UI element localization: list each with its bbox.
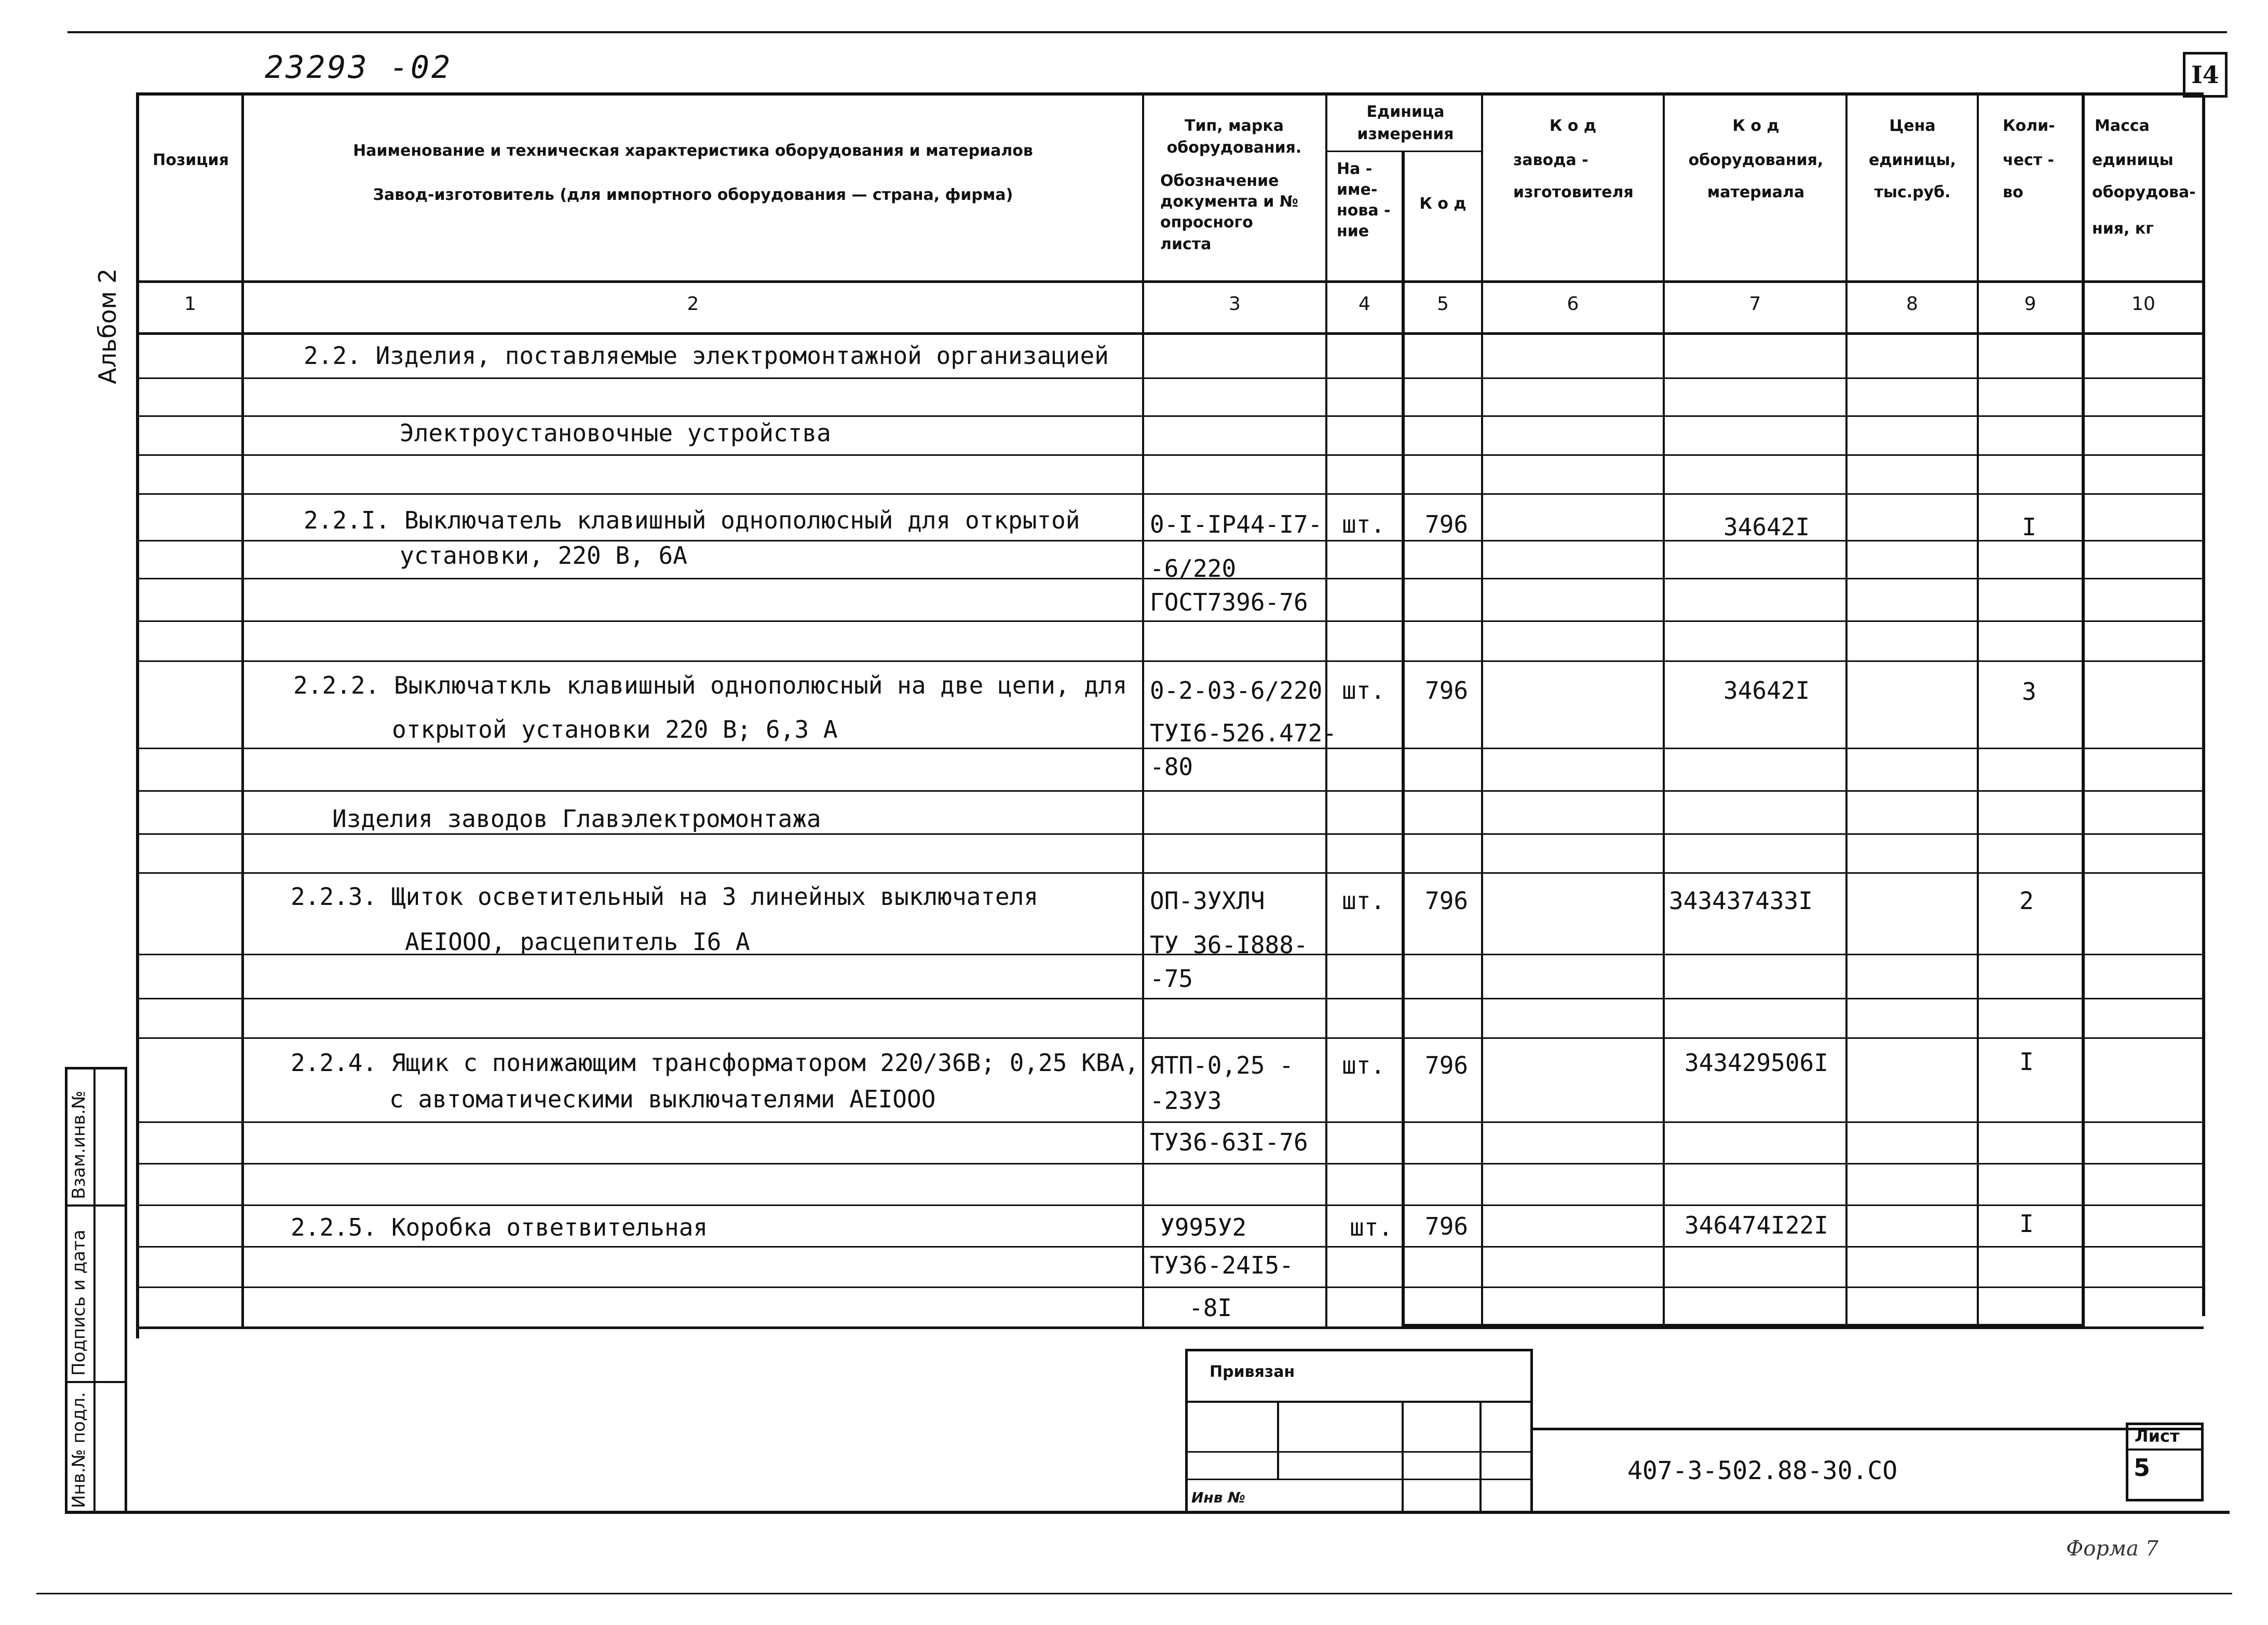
item-type-line1: У995У2 [1160,1213,1247,1241]
col-divider-3 [1325,92,1327,1328]
header-type-line2: оборудования. [1166,139,1302,157]
column-number: 9 [2024,293,2036,315]
inventory-number: 23293 -02 [265,49,453,86]
column-number: 3 [1229,293,1241,315]
header-factory-code-line3: изготовителя [1513,183,1634,201]
item-equipment-code: 34642I [1723,513,1810,541]
item-unit-code: 796 [1425,1051,1469,1079]
inventory-label: Инв № [1191,1489,1245,1506]
item-type-line3: ГОСТ7396-76 [1150,588,1308,616]
item-name-line2: с автоматическими выключателями АЕIООО [389,1085,936,1113]
column-number: 8 [1906,293,1918,315]
header-price-line2: единицы, [1868,151,1957,169]
bound-label: Привязан [1210,1363,1295,1381]
row-line [138,454,2204,456]
item-name-line1: 2.2.4. Ящик с понижающим трансформатором 220/36В; 0,25 КВА, [291,1049,1139,1077]
title-block-top [1533,1428,2204,1430]
sheet-label: Лист [2135,1426,2180,1446]
item-unit-code: 796 [1425,887,1469,915]
header-unit-name-line4: ние [1337,222,1369,240]
item-type-line2: -6/220 [1150,554,1237,583]
column-number: 1 [184,293,196,315]
row-line [138,1287,2204,1288]
top-rule [67,31,2227,33]
item-quantity: 3 [2022,678,2036,706]
side-stamp-inner-line [93,1067,96,1512]
column-number: 5 [1437,293,1449,315]
item-unit: шт. [1342,510,1386,538]
row-line [138,1204,2204,1206]
header-equipment-code-line1: К о д [1732,117,1780,135]
project-code: 407-3-502.88-30.CO [1627,1456,1898,1485]
item-unit-code: 796 [1425,676,1469,705]
header-qty-line3: во [2003,183,2023,201]
item-name-line1: 2.2.5. Коробка ответвительная [291,1213,708,1241]
header-qty-line1: Коли- [2003,117,2055,135]
item-equipment-code: 346474I22I [1685,1211,1828,1239]
item-equipment-code: 34642I [1723,676,1810,705]
item-unit: шт. [1342,676,1386,705]
header-price-line1: Цена [1889,117,1936,135]
item-type-line2: ТУ36-24I5- [1150,1251,1294,1279]
row-line [138,748,2204,749]
table-top-border [138,92,2204,96]
item-equipment-code: 343429506I [1685,1049,1828,1077]
row-line [138,790,2204,792]
row-line [138,1121,2204,1123]
item-type-line2: ТУI6-526.472- [1150,719,1337,747]
item-quantity: I [2019,1048,2034,1076]
col-divider-5 [1481,92,1483,1328]
item-unit: шт. [1350,1213,1393,1241]
header-name-line2: Завод-изготовитель (для импортного оборудования — страна, фирма) [373,186,1013,204]
header-unit-group-line2: измерения [1357,125,1454,143]
side-stamp-divider [65,1381,127,1383]
item-quantity: I [2022,513,2036,541]
row-line [138,493,2204,495]
row-line [138,998,2204,999]
frame-right-border [2202,96,2205,1316]
table-body-bottom [138,1326,2204,1329]
item-unit: шт. [1342,887,1386,915]
header-unit-name-line3: нова - [1337,201,1391,220]
item-name-line1: 2.2.3. Щиток осветительный на 3 линейных выключателя [291,883,1039,911]
header-factory-code-line1: К о д [1549,117,1597,135]
row-line [138,1037,2204,1039]
row-line [138,833,2204,835]
row-line [138,415,2204,417]
side-label-signature-date: Подпись и дата [69,1229,89,1376]
item-unit-code: 796 [1425,510,1469,538]
header-mass-line4: ния, кг [2092,220,2154,238]
item-quantity: I [2019,1210,2034,1238]
column-number: 10 [2131,293,2155,315]
header-mass-line1: Масса [2095,117,2150,135]
header-unit-group-line1: Единица [1366,103,1445,121]
item-type-line1: 0-I-IP44-I7- [1150,510,1323,538]
item-name-line1: 2.2.I. Выключатель клавишный однополюсный для открытой [304,506,1080,534]
item-name-line2: установки, 220 В, 6А [400,541,687,570]
sheet-box-divider [2126,1448,2204,1451]
header-type-line1: Тип, марка [1185,117,1284,135]
header-type-line4: документа и № [1160,193,1298,211]
col-divider-2 [1142,92,1144,1328]
row-line [138,1163,2204,1164]
row-line [138,377,2204,379]
header-factory-code-line2: завода - [1513,151,1588,169]
header-type-line6: листа [1160,235,1212,253]
item-type-line3: -80 [1150,753,1193,781]
header-equipment-code-line2: оборудования, [1688,151,1824,169]
col-divider-4 [1402,151,1405,1326]
col-divider-7 [1845,92,1848,1328]
header-position: Позиция [153,151,229,169]
sheet-corner-number: I4 [2183,52,2228,98]
column-number: 6 [1567,293,1579,315]
item-quantity: 2 [2019,887,2034,915]
header-mass-line2: единицы [2092,151,2174,169]
subsection-title: Электроустановочные устройства [400,419,831,447]
item-name-line2: АЕIООО, расцепитель I6 А [405,928,750,956]
row-line [138,872,2204,874]
header-mass-line3: оборудова- [2092,183,2196,201]
header-equipment-code-line3: материала [1707,183,1805,201]
subsection-title: Изделия заводов Главэлектромонтажа [332,805,821,833]
item-type-line2: -23У3 [1150,1087,1222,1115]
side-label-original-inventory: Инв.№ подл. [69,1392,89,1508]
frame-bottom-border [65,1511,2230,1514]
form-note: Форма 7 [2066,1537,2159,1561]
header-type-line3: Обозначение [1160,172,1279,190]
header-name-line1: Наименование и техническая характеристика оборудования и материалов [353,142,1033,160]
col-divider-6 [1663,92,1665,1328]
item-name-line2: открытой установки 220 В; 6,3 А [392,715,838,743]
header-unit-code: К о д [1419,195,1466,213]
item-unit: шт. [1342,1051,1386,1079]
item-name-line1: 2.2.2. Выключаткль клавишный однополюсный на две цепи, для [293,671,1128,699]
side-stamp-divider [65,1204,127,1207]
item-type-line3: -8I [1189,1294,1232,1322]
column-number: 7 [1749,293,1761,315]
sheet-number: 5 [2134,1454,2151,1482]
header-type-line5: опросного [1160,213,1253,232]
item-type-line2: ТУ 36-I888- [1150,931,1308,959]
row-line [138,1246,2204,1248]
colnum-bottom-border [138,332,2204,335]
column-number: 4 [1359,293,1370,315]
header-bottom-border [138,280,2204,283]
item-type-line3: ТУ36-63I-76 [1150,1128,1308,1156]
frame-left-border [136,92,139,1338]
header-price-line3: тыс.руб. [1874,183,1951,201]
item-unit-code: 796 [1425,1212,1469,1240]
item-type-line3: -75 [1150,965,1193,993]
section-title: 2.2. Изделия, поставляемые электромонтажной организацией [304,342,1109,370]
bound-col-line [1277,1402,1279,1480]
album-label: Альбом 2 [93,268,121,384]
col-divider-8 [1977,92,1979,1328]
bound-col-line [1479,1402,1482,1513]
item-type-line1: 0-2-03-6/220 [1150,676,1323,705]
header-unit-name-line2: име- [1337,181,1378,199]
side-label-replaced-inventory: Взам.инв.№ [69,1090,89,1199]
bound-col-line [1402,1402,1404,1513]
item-type-line1: ЯТП-0,25 - [1150,1051,1294,1079]
item-type-line1: ОП-3УХЛЧ [1150,887,1265,915]
item-equipment-code: 343437433I [1669,887,1813,915]
row-line [138,660,2204,662]
row-line [138,620,2204,622]
col-divider-1 [241,92,244,1328]
header-unit-name-line1: На - [1337,160,1373,178]
column-number: 2 [687,293,699,315]
col-divider-9 [2082,92,2085,1328]
page-bottom-rule [36,1593,2232,1594]
header-qty-line2: чест - [2003,151,2055,169]
